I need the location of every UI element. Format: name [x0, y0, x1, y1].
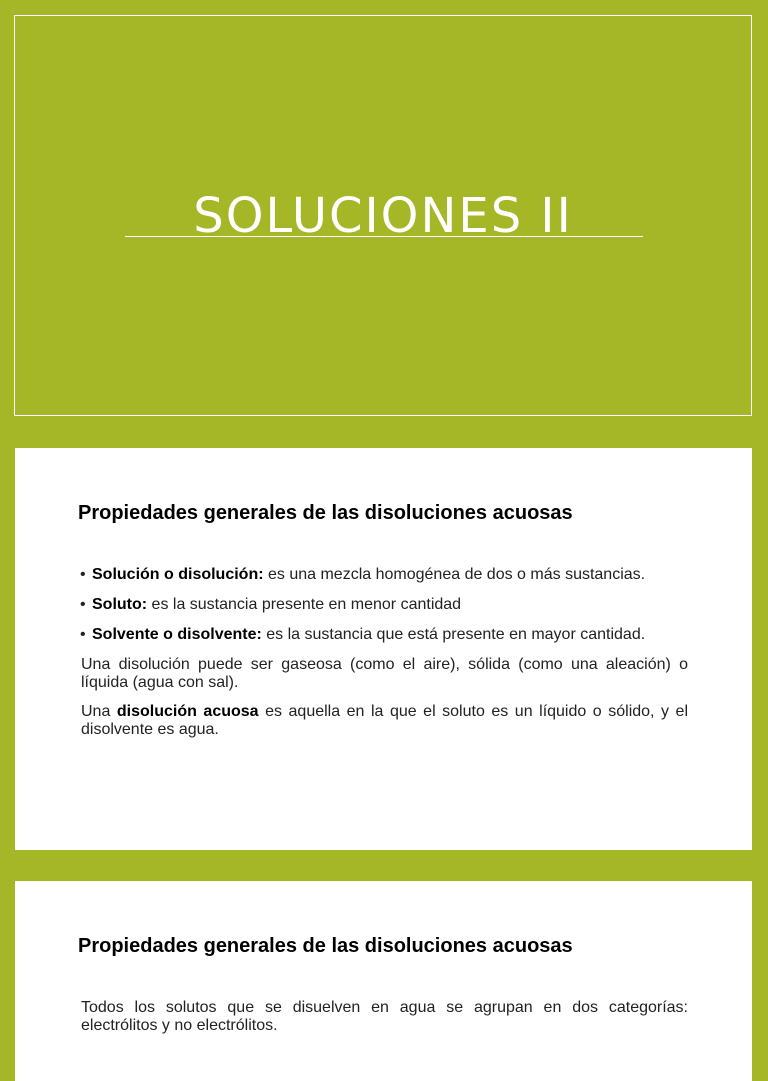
- slide-body: [78, 999, 688, 1046]
- paragraph-term: disolución acuosa: [116, 703, 259, 720]
- bullet-text: es una mezcla homogénea de dos o más sustancias.: [263, 566, 646, 583]
- paragraph: Una disolución puede ser gaseosa (como el aire), sólida (como una aleación) o líquida (agua con sal).: [81, 656, 688, 691]
- paragraph-text: Una: [81, 703, 117, 720]
- paragraph-text: es aquella en la que el soluto es un líquido o sólido, y el disolvente es agua.: [81, 703, 688, 738]
- slide-heading: Propiedades generales de las disoluciones acuosas: [78, 502, 573, 524]
- title-slide: [14, 15, 752, 416]
- list-item: [78, 626, 688, 644]
- slide-properties-2: [15, 881, 752, 1081]
- bullet-text: es la sustancia que está presente en mayor cantidad.: [261, 626, 646, 643]
- list-item: [78, 566, 688, 584]
- slide-title: SOLUCIONES II: [193, 188, 573, 244]
- list-item: [78, 596, 688, 614]
- bullet-text: es la sustancia presente en menor cantidad: [147, 596, 462, 613]
- slide-body: [78, 566, 688, 750]
- title-underline: [125, 236, 643, 237]
- bullet-term: Solución o disolución:: [92, 566, 264, 583]
- bullet-term: Soluto:: [92, 596, 148, 613]
- slide-heading: Propiedades generales de las disoluciones acuosas: [78, 935, 573, 957]
- paragraph: [78, 703, 688, 739]
- slide-properties-1: [15, 448, 752, 850]
- paragraph: Todos los solutos que se disuelven en agua se agrupan en dos categorías: electrólitos y no electrólitos.: [81, 999, 688, 1034]
- bullet-term: Solvente o disolvente:: [92, 626, 262, 643]
